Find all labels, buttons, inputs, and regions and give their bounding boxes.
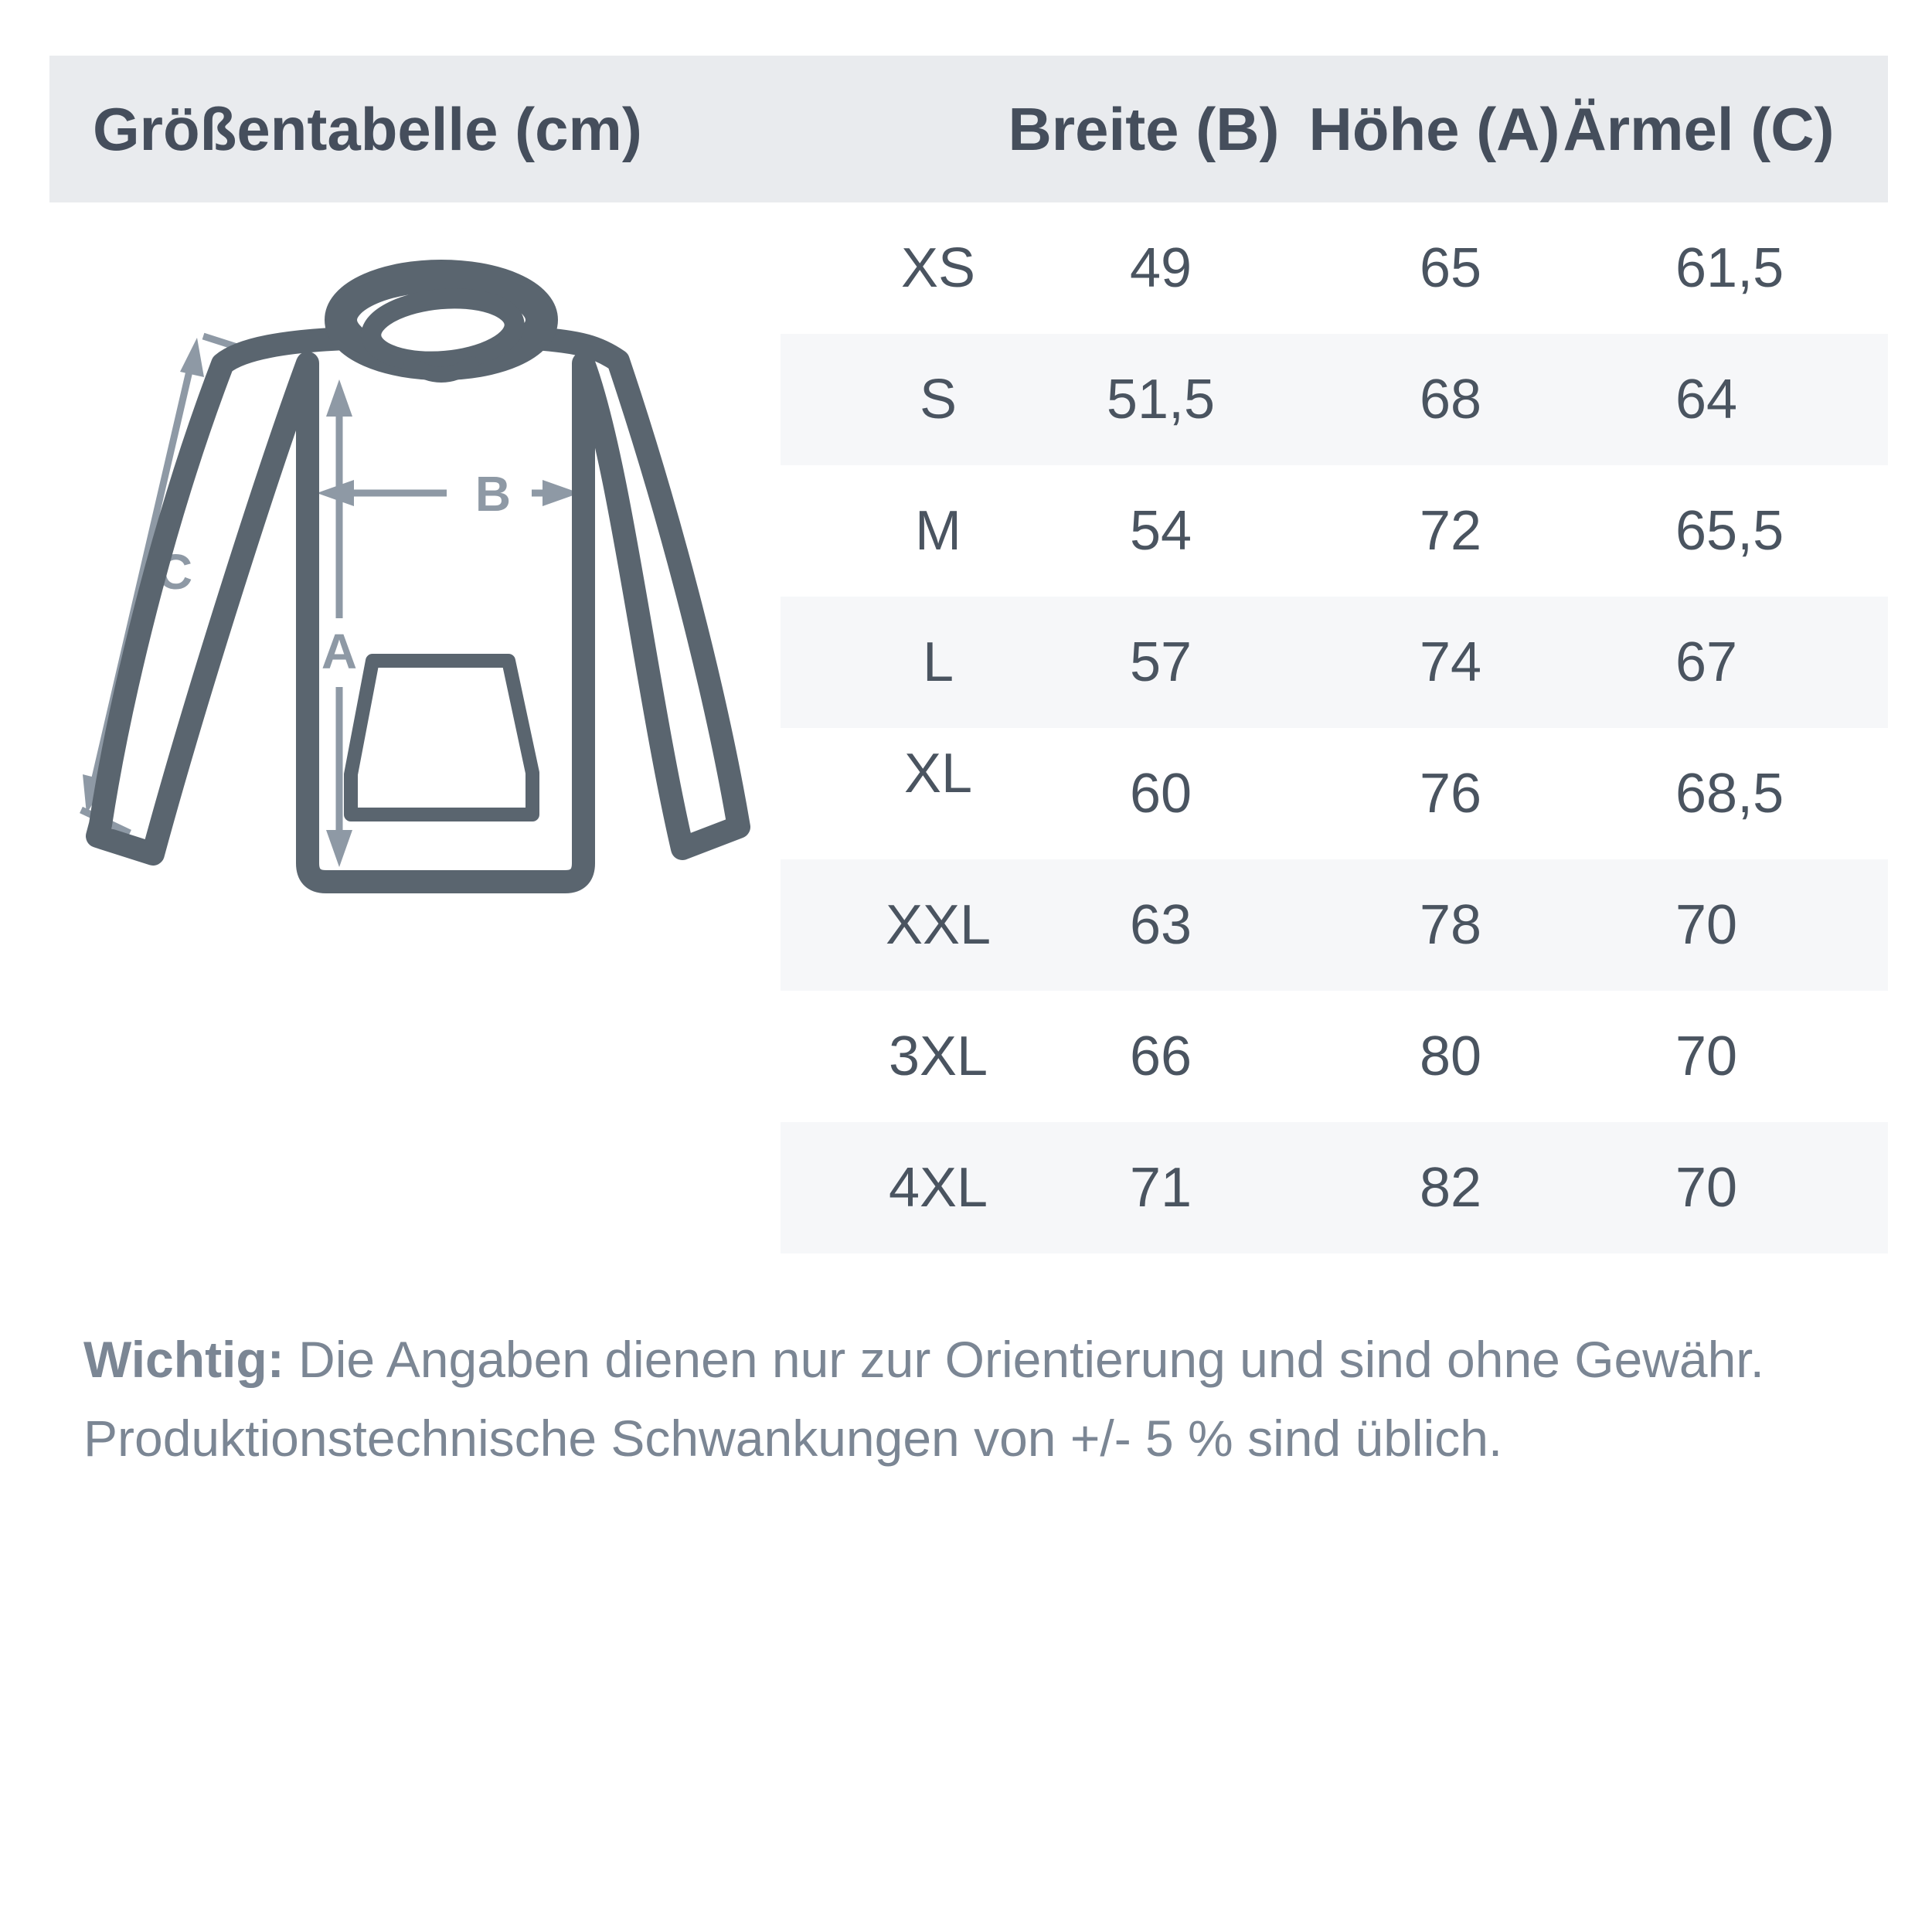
disclaimer-label: Wichtig: [83, 1331, 284, 1388]
breite-value: 60 [1129, 763, 1192, 825]
hoehe-value: 76 [1419, 763, 1482, 825]
table-row-xxl [781, 859, 1888, 991]
size-label: L [922, 631, 954, 693]
size-label: 3XL [888, 1026, 988, 1087]
size-label: XS [900, 237, 976, 299]
size-chart-header [49, 56, 1888, 202]
page-title: Größentabelle (cm) [93, 94, 642, 163]
hoehe-value: 80 [1419, 1026, 1482, 1087]
label-a: A [321, 624, 358, 679]
hoehe-value: 72 [1419, 500, 1482, 562]
table-row-4xl [781, 1122, 1888, 1253]
size-label: S [919, 369, 957, 430]
hoehe-value: 65 [1419, 237, 1482, 299]
size-label: 4XL [888, 1157, 988, 1219]
disclaimer-line1: Die Angaben dienen nur zur Orientierung und sind ohne Gewähr. [298, 1331, 1764, 1388]
hoehe-value: 68 [1419, 369, 1482, 430]
aermel-value: 64 [1675, 369, 1738, 430]
aermel-value: 61,5 [1675, 237, 1784, 299]
size-table [781, 202, 1888, 1253]
breite-value: 66 [1129, 1026, 1192, 1087]
aermel-value: 70 [1675, 1026, 1738, 1087]
aermel-value: 67 [1675, 631, 1738, 693]
table-row-xl [781, 728, 1888, 859]
hoehe-value: 82 [1419, 1157, 1482, 1219]
table-row-l [781, 597, 1888, 728]
breite-value: 54 [1129, 500, 1192, 562]
label-c: C [156, 544, 193, 600]
table-row-xs [781, 202, 1888, 334]
disclaimer-line2: Produktionstechnische Schwankungen von +/- 5 % sind üblich. [83, 1410, 1503, 1467]
aermel-value: 70 [1675, 894, 1738, 956]
hoehe-value: 78 [1419, 894, 1482, 956]
label-b: B [474, 466, 512, 522]
breite-value: 49 [1129, 237, 1192, 299]
breite-value: 63 [1129, 894, 1192, 956]
breite-value: 51,5 [1106, 369, 1216, 430]
breite-value: 71 [1129, 1157, 1192, 1219]
size-label: M [915, 500, 961, 562]
hoehe-value: 74 [1419, 631, 1482, 693]
size-label: XL [903, 743, 973, 804]
size-label: XXL [885, 894, 992, 956]
aermel-value: 68,5 [1675, 763, 1784, 825]
disclaimer-note [83, 1320, 1861, 1478]
table-row-m [781, 465, 1888, 597]
aermel-value: 70 [1675, 1157, 1738, 1219]
hoodie-measurement-diagram [39, 197, 788, 916]
aermel-value: 65,5 [1675, 500, 1784, 562]
column-header-aermel: Ärmel (C) [1563, 94, 1835, 163]
column-header-breite: Breite (B) [1008, 94, 1280, 163]
width-dimension-b [317, 466, 580, 522]
column-header-hoehe: Höhe (A) [1308, 94, 1560, 163]
table-row-3xl [781, 991, 1888, 1122]
breite-value: 57 [1129, 631, 1192, 693]
table-row-s [781, 334, 1888, 465]
